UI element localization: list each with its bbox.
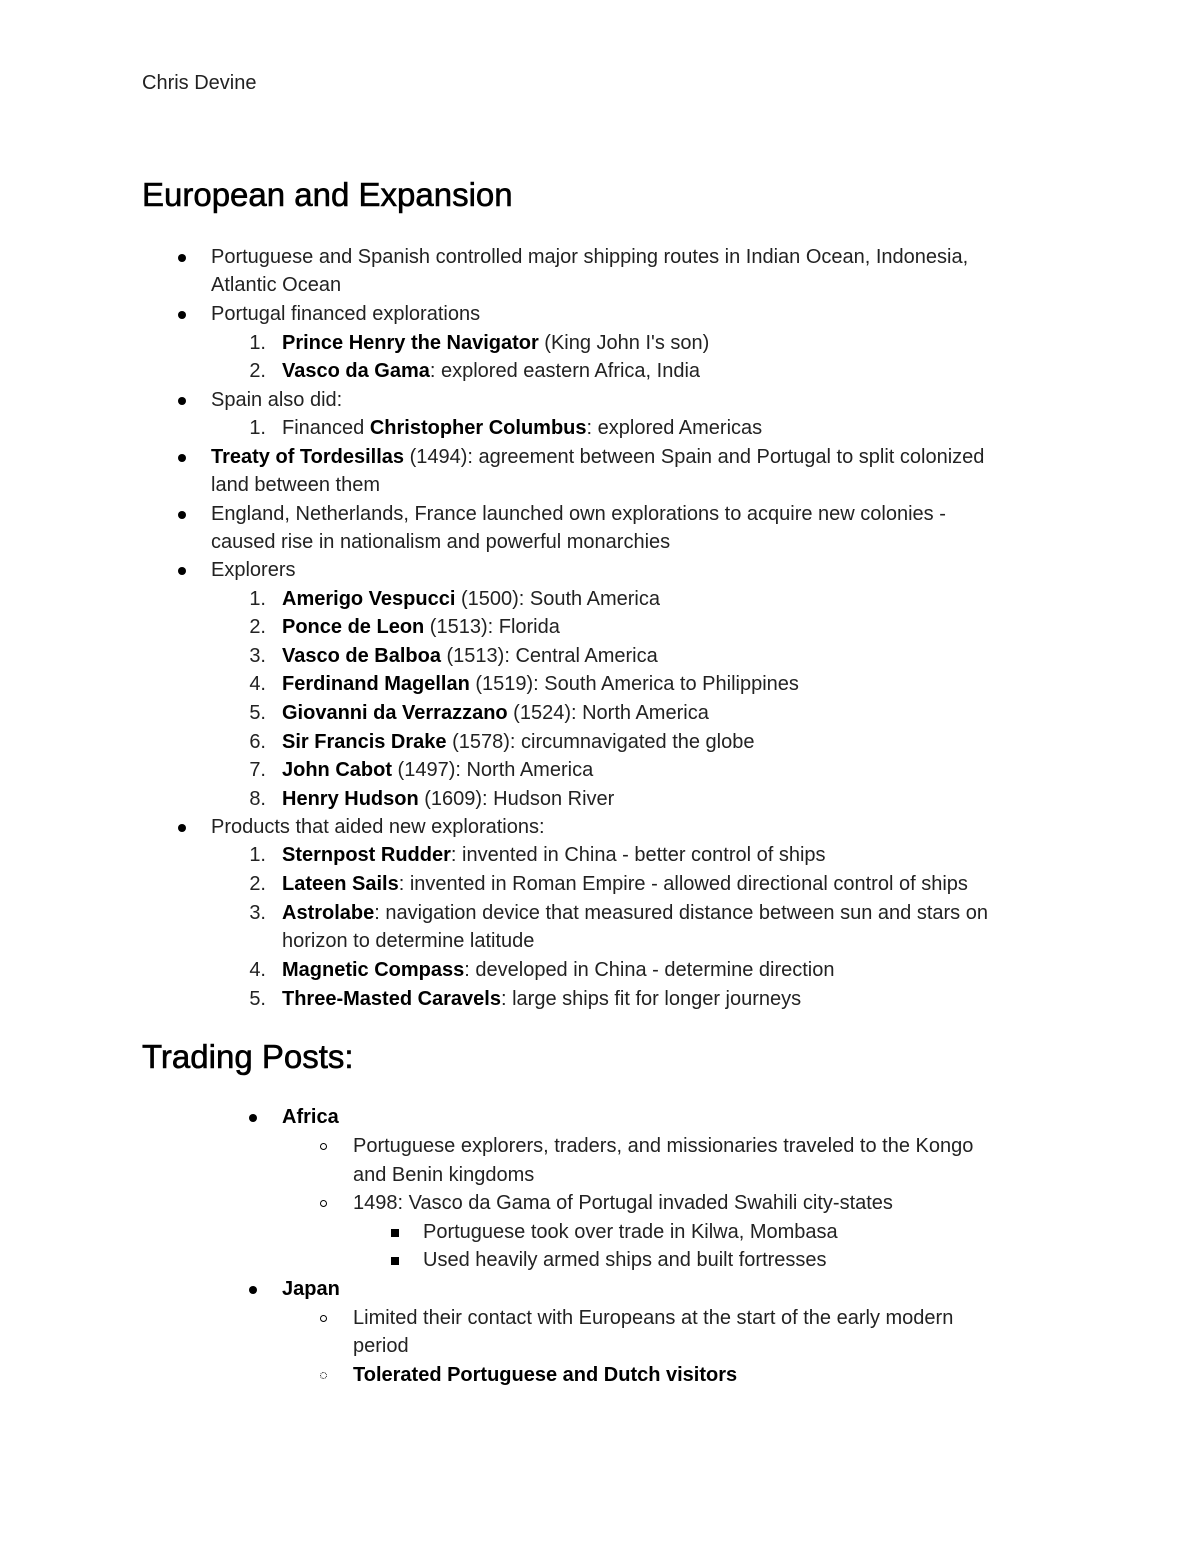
list-number: 1. — [249, 332, 266, 354]
list-number: 3. — [249, 645, 266, 667]
bullet-dot — [178, 454, 186, 462]
bullet-square — [391, 1229, 399, 1237]
explorer-name: Amerigo Vespucci — [282, 588, 456, 610]
list-number: 6. — [249, 731, 266, 753]
bullet-dot — [178, 311, 186, 319]
list-item-continuation: and Benin kingdoms — [353, 1164, 535, 1186]
explorer-detail: (1578): circumnavigated the globe — [446, 731, 755, 753]
explorer-name: John Cabot — [282, 759, 392, 781]
product-detail: : invented in Roman Empire - allowed directional control of ships — [398, 873, 968, 895]
list-number: 5. — [249, 988, 266, 1010]
list-item: Used heavily armed ships and built fortresses — [423, 1249, 827, 1271]
product-name: Magnetic Compass — [282, 959, 465, 981]
list-item-continuation: horizon to determine latitude — [282, 930, 535, 952]
list-item — [211, 443, 984, 472]
explorer-item — [282, 728, 755, 757]
bullet-dot — [178, 254, 186, 262]
bullet-circle — [320, 1200, 327, 1207]
explorer-item — [282, 785, 614, 814]
explorer-name: Giovanni da Verrazzano — [282, 702, 508, 724]
bullet-dot — [249, 1114, 257, 1122]
list-item-continuation: Atlantic Ocean — [211, 274, 342, 296]
explorer-item — [282, 699, 709, 728]
list-item-continuation: period — [353, 1335, 409, 1357]
product-item — [282, 956, 834, 985]
list-item — [353, 1361, 737, 1390]
product-detail: : developed in China - determine direction — [464, 959, 835, 981]
explorer-item — [282, 756, 593, 785]
explorer-name: Vasco de Balboa — [282, 645, 441, 667]
term-bold: Christopher Columbus — [369, 417, 587, 439]
bullet-square — [391, 1257, 399, 1265]
region-name: Japan — [282, 1278, 340, 1300]
explorer-item — [282, 642, 658, 671]
list-item: Products that aided new explorations: — [211, 816, 545, 838]
explorer-name: Henry Hudson — [282, 788, 419, 810]
list-number: 7. — [249, 759, 266, 781]
list-number: 2. — [249, 873, 266, 895]
explorer-name: Ponce de Leon — [282, 616, 425, 638]
list-number: 1. — [249, 588, 266, 610]
term-prefix: Financed — [282, 417, 370, 439]
term-description: : explored eastern Africa, India — [429, 360, 701, 382]
explorer-detail: (1519): South America to Philippines — [469, 673, 799, 695]
list-number: 2. — [249, 616, 266, 638]
region-name: Africa — [282, 1106, 339, 1128]
bullet-circle — [320, 1372, 327, 1379]
list-number: 5. — [249, 702, 266, 724]
explorer-detail: (1513): Florida — [424, 616, 560, 638]
explorer-detail: (1524): North America — [507, 702, 709, 724]
product-item — [282, 985, 801, 1014]
list-item — [282, 1103, 339, 1132]
list-number: 4. — [249, 959, 266, 981]
term-bold: Vasco da Gama — [282, 360, 430, 382]
list-item: 1498: Vasco da Gama of Portugal invaded Swahili city-states — [353, 1192, 893, 1214]
list-number: 2. — [249, 360, 266, 382]
term-description: (1494): agreement between Spain and Portugal to split colonized — [404, 446, 985, 468]
bullet-dot — [178, 824, 186, 832]
explorer-item — [282, 670, 799, 699]
list-item: Limited their contact with Europeans at the start of the early modern — [353, 1307, 954, 1329]
term-bold: Tolerated Portuguese and Dutch visitors — [353, 1364, 738, 1386]
list-item: Portuguese explorers, traders, and missionaries traveled to the Kongo — [353, 1135, 974, 1157]
product-name: Sternpost Rudder — [282, 844, 451, 866]
list-item: Explorers — [211, 559, 296, 581]
list-item — [282, 1275, 340, 1304]
bullet-dot — [178, 567, 186, 575]
explorer-item — [282, 585, 660, 614]
list-item — [282, 357, 700, 386]
bullet-dot — [178, 397, 186, 405]
list-item: Portuguese took over trade in Kilwa, Mombasa — [423, 1221, 838, 1243]
list-number: 8. — [249, 788, 266, 810]
list-item — [282, 414, 762, 443]
bullet-dot — [178, 511, 186, 519]
list-item-continuation: caused rise in nationalism and powerful monarchies — [211, 531, 671, 553]
term-description: : explored Americas — [586, 417, 763, 439]
explorer-name: Ferdinand Magellan — [282, 673, 470, 695]
explorer-detail: (1609): Hudson River — [418, 788, 615, 810]
author-name: Chris Devine — [142, 72, 257, 94]
explorer-detail: (1497): North America — [392, 759, 594, 781]
product-name: Astrolabe — [282, 902, 375, 924]
heading-trading-posts: Trading Posts: — [142, 1038, 354, 1075]
product-item — [282, 899, 988, 928]
product-name: Three-Masted Caravels — [282, 988, 501, 1010]
bullet-dot — [249, 1286, 257, 1294]
bullet-circle — [320, 1315, 327, 1322]
product-detail: : invented in China - better control of ships — [450, 844, 826, 866]
bullet-circle — [320, 1143, 327, 1150]
list-item: Portugal financed explorations — [211, 303, 481, 325]
list-number: 1. — [249, 417, 266, 439]
list-item-continuation: land between them — [211, 474, 381, 496]
heading-european-expansion: European and Expansion — [142, 176, 513, 213]
list-item: England, Netherlands, France launched own explorations to acquire new colonies - — [211, 503, 946, 525]
list-number: 3. — [249, 902, 266, 924]
list-item: Spain also did: — [211, 389, 343, 411]
term-bold: Prince Henry the Navigator — [282, 332, 539, 354]
product-name: Lateen Sails — [282, 873, 399, 895]
product-item — [282, 870, 968, 899]
product-detail: : large ships fit for longer journeys — [500, 988, 802, 1010]
explorer-item — [282, 613, 560, 642]
explorer-name: Sir Francis Drake — [282, 731, 447, 753]
product-item — [282, 841, 826, 870]
term-description: (King John I's son) — [538, 332, 710, 354]
list-item — [282, 329, 709, 358]
list-number: 4. — [249, 673, 266, 695]
list-item: Portuguese and Spanish controlled major shipping routes in Indian Ocean, Indonesia, — [211, 246, 969, 268]
list-number: 1. — [249, 844, 266, 866]
term-bold: Treaty of Tordesillas — [211, 446, 405, 468]
explorer-detail: (1500): South America — [455, 588, 660, 610]
product-detail: : navigation device that measured distance between sun and stars on — [374, 902, 988, 924]
explorer-detail: (1513): Central America — [440, 645, 658, 667]
